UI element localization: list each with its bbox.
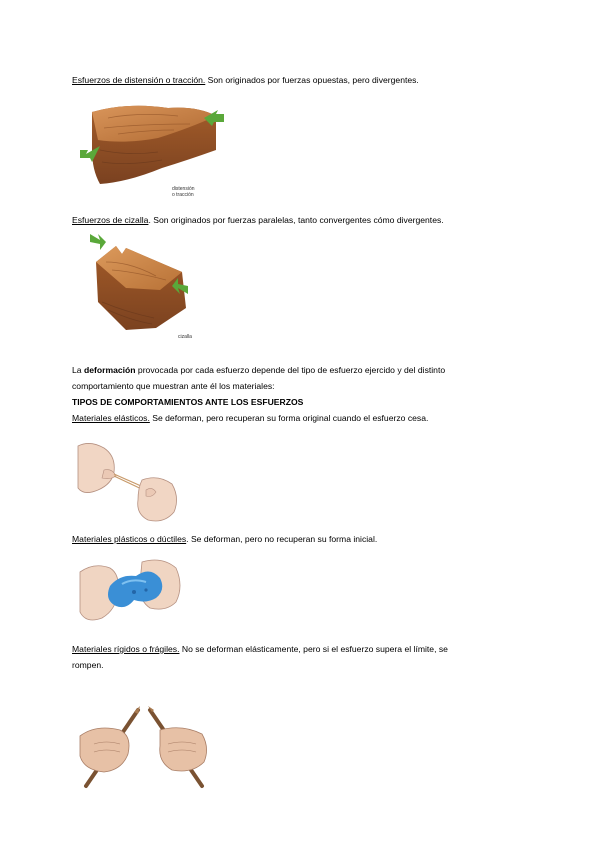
tension-title: Esfuerzos de distensión o tracción.: [72, 75, 206, 85]
plastic-paragraph: [72, 534, 377, 545]
elastic-text: Se deforman, pero recuperan su forma original cuando el esfuerzo cesa.: [149, 413, 429, 423]
wood-block-shear-image: [86, 232, 196, 338]
shear-text: . Son originados por fuerzas paralelas, tanto convergentes cómo divergentes.: [148, 215, 444, 225]
shear-caption: cizalla: [178, 334, 192, 340]
plastic-text: . Se deforman, pero no recuperan su forma inicial.: [186, 534, 378, 544]
elastic-paragraph: [72, 413, 428, 424]
plastic-title: Materiales plásticos o dúctiles: [72, 534, 187, 544]
shear-title: Esfuerzos de cizalla: [72, 215, 149, 225]
deformation-line-1: La deformación provocada por cada esfuerzo depende del tipo de esfuerzo ejercido y del distinto: [72, 365, 446, 375]
tension-caption: distensión o tracción: [172, 186, 195, 198]
shear-paragraph: [72, 215, 444, 226]
tension-paragraph: [72, 75, 419, 86]
deformation-bold: deformación: [83, 365, 136, 375]
rubber-band-hands-image: [76, 440, 180, 526]
section-heading: TIPOS DE COMPORTAMIENTOS ANTE LOS ESFUERZOS: [72, 397, 304, 407]
rigid-text: No se deforman elásticamente, pero si el esfuerzo supera el límite, se: [179, 644, 448, 654]
tension-text: Son originados por fuerzas opuestas, pero divergentes.: [205, 75, 419, 85]
breaking-stick-hands-image: [74, 700, 214, 792]
wood-block-tension-image: [78, 100, 228, 190]
rigid-line-1: [72, 644, 448, 655]
rigid-title: Materiales rígidos o frágiles.: [72, 644, 180, 654]
deformation-line-2: comportamiento que muestran ante él los materiales:: [72, 381, 275, 391]
rigid-line-2: rompen.: [72, 660, 104, 670]
plasticine-hands-image: [76, 552, 184, 634]
elastic-title: Materiales elásticos.: [72, 413, 150, 423]
